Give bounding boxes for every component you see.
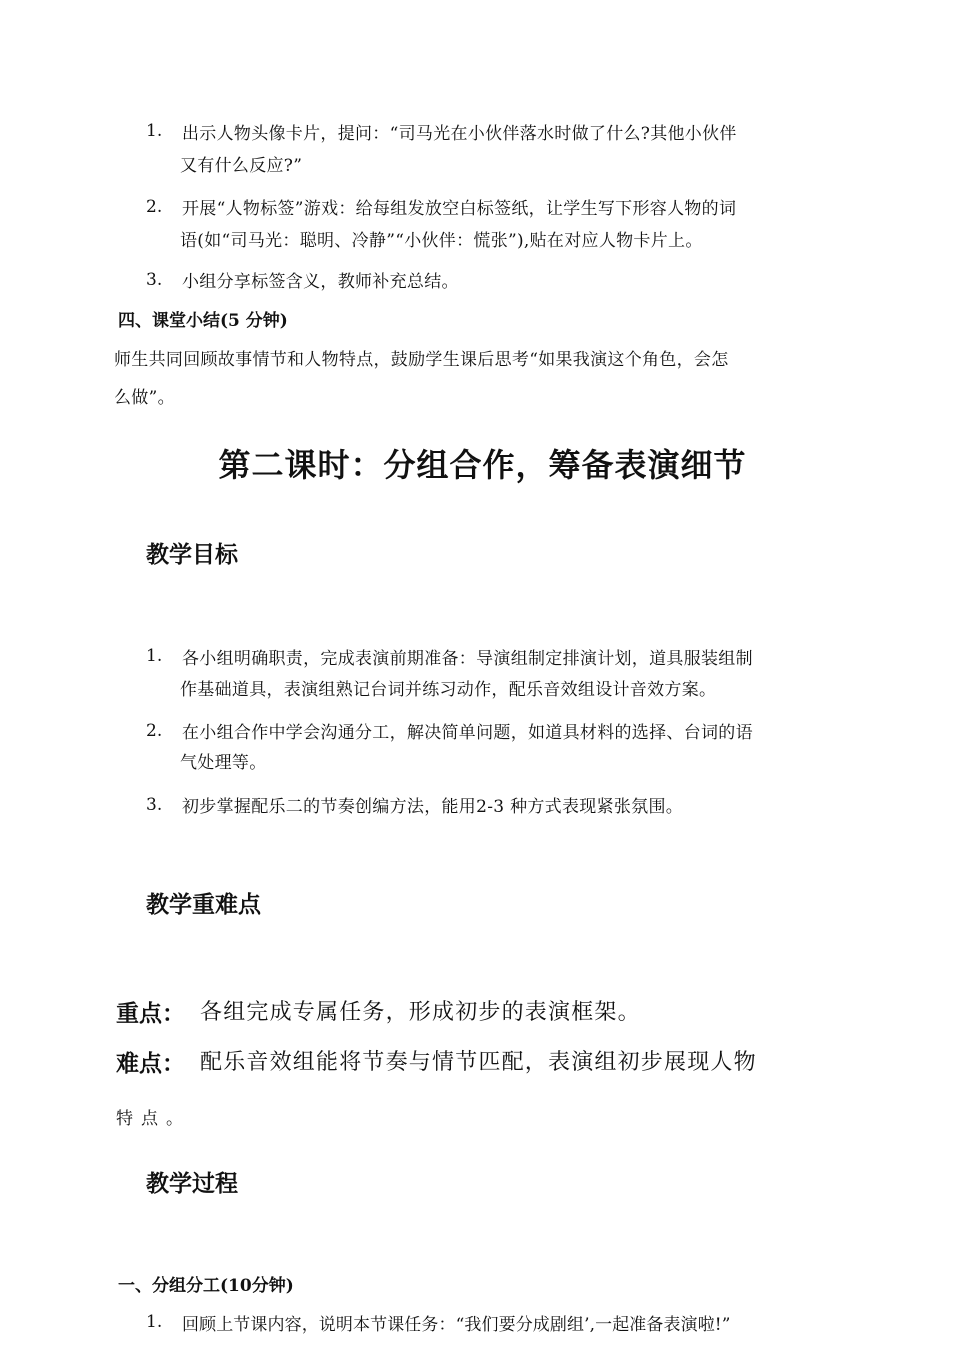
list-a-item-2-line2: 语(如“司马光：聪明、冷静”“小伙伴：慌张”),贴在对应人物卡片上。	[180, 231, 703, 251]
list-a-item-2-number: 2.	[146, 197, 163, 217]
section-4-heading: 四、课堂小结(5 分钟)	[118, 311, 288, 331]
process-step-1-item-1-number: 1.	[146, 1312, 163, 1332]
section-4-paragraph-line2: 么做”。	[114, 388, 175, 408]
key-point-label: 重点：	[116, 1001, 185, 1027]
goals-item-2-line2: 气处理等。	[180, 753, 267, 773]
list-a-item-3-number: 3.	[146, 270, 163, 290]
difficulty-text-line1: 配乐音效组能将节奏与情节匹配，表演组初步展现人物	[200, 1050, 757, 1075]
goals-item-1-line2: 作基础道具，表演组熟记台词并练习动作，配乐音效组设计音效方案。	[180, 680, 717, 700]
list-a-item-1-line1: 出示人物头像卡片，提问：“司马光在小伙伴落水时做了什么?其他小伙伴	[182, 124, 737, 144]
list-a-item-3-line1: 小组分享标签含义，教师补充总结。	[182, 272, 459, 292]
goals-heading: 教学目标	[146, 542, 238, 568]
lesson-2-title: 第二课时：分组合作，筹备表演细节	[218, 446, 747, 484]
goals-item-1-line1: 各小组明确职责，完成表演前期准备：导演组制定排演计划，道具服装组制	[182, 649, 753, 669]
key-points-heading: 教学重难点	[146, 892, 261, 918]
section-4-paragraph-line1: 师生共同回顾故事情节和人物特点，鼓励学生课后思考“如果我演这个角色，会怎	[114, 350, 729, 370]
process-heading: 教学过程	[146, 1171, 238, 1197]
goals-item-1-number: 1.	[146, 646, 163, 666]
goals-item-2-line1: 在小组合作中学会沟通分工，解决简单问题，如道具材料的选择、台词的语	[182, 723, 753, 743]
difficulty-label: 难点：	[116, 1051, 185, 1077]
process-step-1-item-1-line1: 回顾上节课内容，说明本节课任务：“我们要分成剧组’,一起准备表演啦!”	[182, 1315, 731, 1335]
list-a-item-2-line1: 开展“人物标签”游戏：给每组发放空白标签纸，让学生写下形容人物的词	[182, 199, 737, 219]
difficulty-text-line2: 特点。	[116, 1109, 191, 1129]
list-a-item-1-line2: 又有什么反应?”	[180, 156, 303, 176]
key-point-text: 各组完成专属任务，形成初步的表演框架。	[200, 1000, 641, 1025]
goals-item-3-line1: 初步掌握配乐二的节奏创编方法，能用2-3 种方式表现紧张氛围。	[182, 797, 684, 817]
list-a-item-1-number: 1.	[146, 121, 163, 141]
goals-item-2-number: 2.	[146, 721, 163, 741]
goals-item-3-number: 3.	[146, 795, 163, 815]
process-step-1-heading: 一、分组分工(10分钟)	[118, 1276, 294, 1296]
